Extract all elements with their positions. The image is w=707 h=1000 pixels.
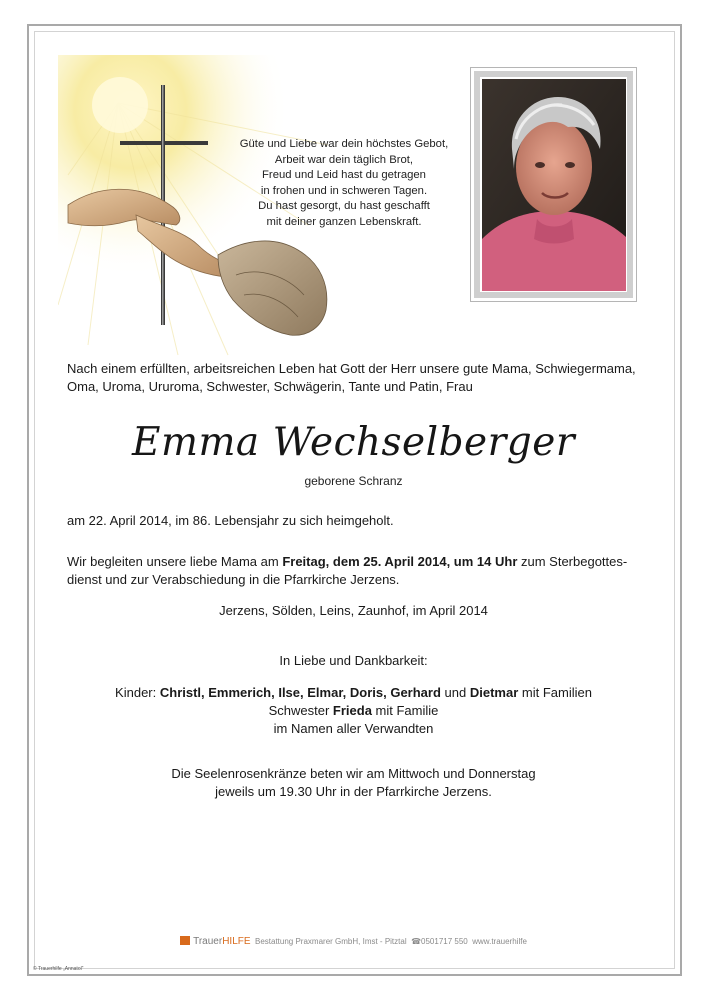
funeral-suffix: zum Sterbegottes- <box>517 554 628 569</box>
children-line <box>0 684 707 702</box>
poem-line: Arbeit war dein täglich Brot, <box>274 153 414 166</box>
rosary-line-2: jeweils um 19.30 Uhr in der Pfarrkirche Jerzens. <box>215 784 492 799</box>
sun-icon <box>92 77 148 133</box>
phone-number: ☎0501717 550 <box>411 937 468 946</box>
funeral-date: Freitag, dem 25. April 2014, um 14 Uhr <box>282 554 518 569</box>
trauerhilfe-logo-icon <box>180 936 190 945</box>
places-date-line: Jerzens, Sölden, Leins, Zaunhof, im April 2014 <box>219 603 488 618</box>
portrait-photo <box>482 79 626 291</box>
children-label: Kinder: <box>115 685 160 700</box>
poem-line: Freud und Leid hast du getragen <box>262 169 426 181</box>
brand-name: TrauerHILFE <box>193 936 251 947</box>
birth-name: geborene Schranz <box>304 474 403 488</box>
deceased-name: Emma Wechselberger <box>132 420 575 465</box>
poem-line: Du hast gesorgt, du hast geschafft <box>258 200 430 212</box>
website-link[interactable]: www.trauerhilfe <box>472 937 527 946</box>
poem-line: Güte und Liebe war dein höchstes Gebot, <box>239 138 449 150</box>
intro-line-2: Oma, Uroma, Ururoma, Schwester, Schwägerin, Tante und Patin, Frau <box>67 379 473 394</box>
and-word: und <box>440 685 470 700</box>
children-suffix: mit Familien <box>518 685 592 700</box>
intro-line-1: Nach einem erfüllten, arbeitsreichen Leben hat Gott der Herr unsere gute Mama, Schwiegermama, <box>67 361 636 376</box>
sister-prefix: Schwester <box>268 703 333 718</box>
poem-line: mit deiner ganzen Lebenskraft. <box>266 215 422 228</box>
mourners-list <box>0 684 707 738</box>
funeral-line-2: dienst und zur Verabschiedung in die Pfarrkirche Jerzens. <box>67 572 400 587</box>
places-date <box>0 602 707 620</box>
sister-line <box>0 702 707 720</box>
mourners-heading-block <box>0 652 707 670</box>
death-notice: am 22. April 2014, im 86. Lebensjahr zu sich heimgeholt. <box>67 513 394 528</box>
poem <box>222 137 466 230</box>
mourners-heading: In Liebe und Dankbarkeit: <box>279 653 428 668</box>
company-name: Bestattung Praxmarer GmbH, Imst - Pitztal <box>255 937 407 946</box>
last-child: Dietmar <box>469 685 519 700</box>
relatives-line: im Namen aller Verwandten <box>273 721 434 736</box>
rosary-line-1: Die Seelenrosenkränze beten wir am Mittwoch und Donnerstag <box>171 766 536 781</box>
sister-suffix: mit Familie <box>371 703 439 718</box>
rosary-notice <box>0 765 707 801</box>
copyright: © Trauerhilfe „Annatol“ <box>33 966 84 972</box>
footer <box>0 936 707 947</box>
poem-line: in frohen und in schweren Tagen. <box>260 184 428 197</box>
intro-text <box>67 360 647 396</box>
funeral-prefix: Wir begleiten unsere liebe Mama am <box>67 554 283 569</box>
sister-name: Frieda <box>332 703 372 718</box>
funeral-notice <box>67 553 647 589</box>
children-names: Christl, Emmerich, Ilse, Elmar, Doris, Gerhard <box>159 685 441 700</box>
